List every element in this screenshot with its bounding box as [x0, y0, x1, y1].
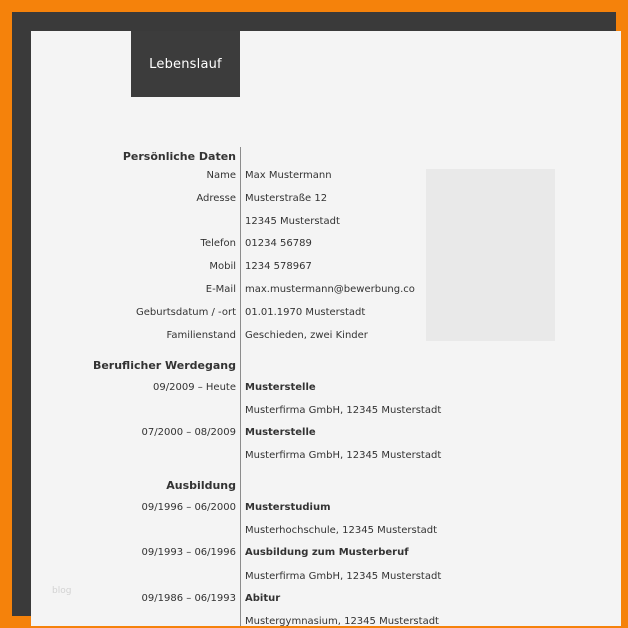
- table-row: [31, 304, 621, 322]
- page-title-text: Lebenslauf: [149, 56, 222, 72]
- row-value: 01234 56789: [245, 238, 312, 249]
- row-value: Mustergymnasium, 12345 Musterstadt: [245, 616, 439, 626]
- row-value: 01.01.1970 Musterstadt: [245, 307, 366, 318]
- row-value: 12345 Musterstadt: [245, 216, 340, 227]
- row-value: max.mustermann@bewerbung.co: [245, 284, 415, 295]
- table-row: [31, 281, 621, 299]
- row-value: Musterhochschule, 12345 Musterstadt: [245, 525, 438, 536]
- table-row: [31, 447, 621, 465]
- row-label: 07/2000 – 08/2009: [141, 427, 236, 438]
- page-title: [131, 31, 240, 97]
- row-value: 1234 578967: [245, 261, 312, 272]
- table-row: [31, 544, 621, 562]
- table-row: [31, 522, 621, 540]
- table-row: [31, 235, 621, 253]
- table-row: [31, 190, 621, 208]
- section-heading-education: [31, 477, 621, 495]
- row-label: Name: [206, 170, 236, 181]
- row-value: Musterfirma GmbH, 12345 Musterstadt: [245, 571, 442, 582]
- table-row: [31, 402, 621, 420]
- row-label: 09/1986 – 06/1993: [141, 593, 236, 604]
- row-label: Geburtsdatum / -ort: [136, 307, 236, 318]
- cv-page: [31, 31, 621, 626]
- page-frame: [12, 12, 616, 626]
- table-row: [31, 379, 621, 397]
- row-value: Abitur: [245, 593, 281, 604]
- section-heading-career-text: Beruflicher Werdegang: [92, 359, 236, 372]
- table-row: [31, 167, 621, 185]
- row-label: 09/2009 – Heute: [153, 382, 236, 393]
- row-value: Ausbildung zum Musterberuf: [245, 547, 409, 558]
- row-label: 09/1996 – 06/2000: [141, 502, 236, 513]
- row-label: Telefon: [200, 238, 236, 249]
- row-value: Max Mustermann: [245, 170, 332, 181]
- row-label: Adresse: [196, 193, 236, 204]
- table-row: [31, 424, 621, 442]
- row-value: Musterstraße 12: [245, 193, 328, 204]
- table-row: [31, 499, 621, 517]
- row-label: 09/1993 – 06/1996: [141, 547, 236, 558]
- section-heading-personal: [31, 148, 621, 166]
- watermark-text: blog: [52, 586, 72, 596]
- row-label: Familienstand: [166, 330, 236, 341]
- row-value: Musterstudium: [245, 502, 331, 513]
- section-heading-career: [31, 357, 621, 375]
- row-value: Musterstelle: [245, 382, 316, 393]
- table-row: [31, 327, 621, 345]
- row-value: Musterfirma GmbH, 12345 Musterstadt: [245, 405, 442, 416]
- row-label: E-Mail: [205, 284, 236, 295]
- table-row: [31, 258, 621, 276]
- section-heading-education-text: Ausbildung: [166, 479, 236, 492]
- table-row: [31, 590, 621, 608]
- row-value: Musterfirma GmbH, 12345 Musterstadt: [245, 450, 442, 461]
- table-row: [31, 213, 621, 231]
- row-label: Mobil: [209, 261, 236, 272]
- table-row: [31, 613, 621, 626]
- section-heading-personal-text: Persönliche Daten: [122, 150, 236, 163]
- row-value: Geschieden, zwei Kinder: [245, 330, 368, 341]
- table-row: [31, 568, 621, 586]
- row-value: Musterstelle: [245, 427, 316, 438]
